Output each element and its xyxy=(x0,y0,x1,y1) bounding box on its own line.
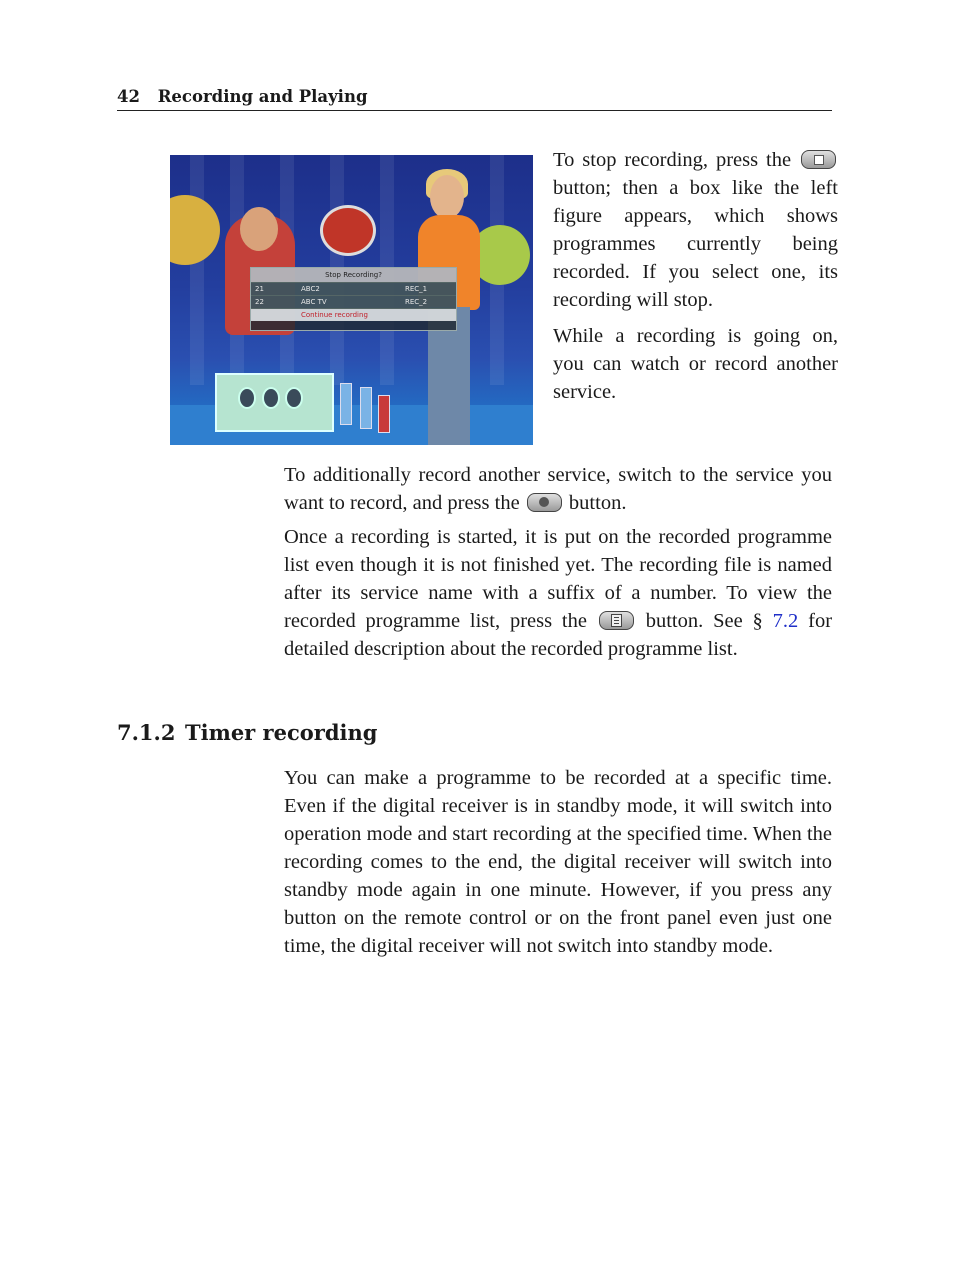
recording-row[interactable]: 21 ABC2 REC_1 xyxy=(251,282,456,295)
tv-screenshot-figure xyxy=(170,155,533,445)
timer-recording-paragraph: You can make a programme to be recorded at a specific time. Even if the digital receiver is in standby mode, it will switch into operation mode and start recording at the specified time. When the recording comes to the end, the digital receiver will switch into standby mode again in one minute. However, if you press any button on the remote control or on the front panel even just one time, the digital receiver will not switch into standby mode. xyxy=(284,767,832,957)
list-button-icon xyxy=(599,611,634,630)
section-heading: 7.1.2 Timer recording xyxy=(117,720,378,745)
running-header xyxy=(117,86,832,111)
section-7-2-link[interactable]: 7.2 xyxy=(772,610,799,632)
additional-recording-paragraph: To additionally record another service, switch to the service you want to record, and press the button. xyxy=(284,464,832,514)
page-number: 42 xyxy=(117,87,140,106)
record-button-icon xyxy=(527,493,562,512)
stop-recording-dialog xyxy=(250,267,457,331)
continue-recording-option[interactable]: Continue recording xyxy=(251,308,456,321)
recording-list-paragraph: Once a recording is started, it is put on the recorded programme list even though it is not finished yet. The recording file is named after its service name with a suffix of a number. To view the recorded programme list, press the button. See § 7.2 for detailed description about the recorded programme list. xyxy=(284,526,833,660)
chapter-title: Recording and Playing xyxy=(157,87,368,106)
while-recording-paragraph: While a recording is going on, you can watch or record another service. xyxy=(553,325,838,403)
stop-recording-paragraph: To stop recording, press the button; then a box like the left figure appears, which shows programmes currently being recorded. If you select one, its recording will stop. xyxy=(553,149,838,311)
recording-row[interactable]: 22 ABC TV REC_2 xyxy=(251,295,456,308)
stop-button-icon xyxy=(801,150,836,169)
dialog-title: Stop Recording? xyxy=(251,268,456,282)
